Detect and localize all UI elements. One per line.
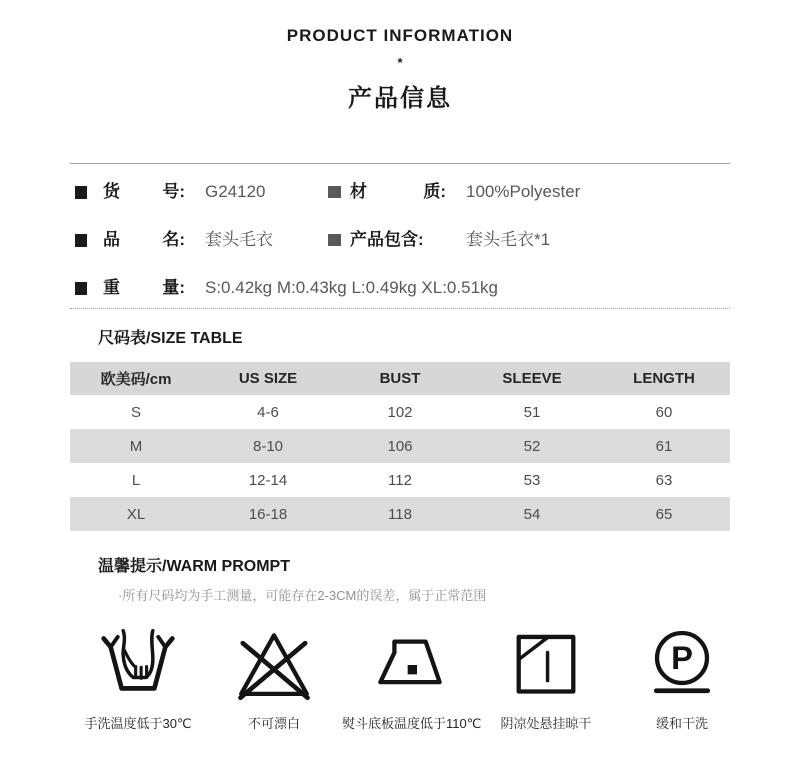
info-row-1 (70, 181, 730, 203)
care-item-hang-dry (478, 626, 614, 732)
cell: S (130, 403, 141, 421)
care-item-no-bleach (206, 626, 342, 732)
material-label: 材 质: (350, 182, 446, 201)
cell: 112 (388, 471, 412, 489)
package-contents-label: 产品包含: (350, 230, 424, 249)
iron-low-temp-icon (371, 626, 449, 704)
care-label: 缓和干洗 (655, 716, 708, 731)
cell: 106 (334, 429, 466, 463)
star-divider: * (397, 55, 403, 70)
hand-wash-icon (99, 626, 177, 704)
col-header-sleeve: SLEEVE (466, 362, 598, 395)
cell: 63 (655, 471, 673, 489)
cell: 52 (466, 429, 598, 463)
cell: 60 (655, 403, 673, 421)
cell: L (131, 471, 141, 489)
care-item-dry-clean (614, 626, 750, 732)
info-row-2 (70, 229, 730, 251)
col-header-length: LENGTH (598, 362, 730, 395)
info-row-3 (70, 277, 730, 299)
material-field (328, 181, 730, 203)
product-name-label: 品 名: (103, 230, 185, 249)
care-label: 手洗温度低于30℃ (84, 716, 192, 731)
col-header-us-size: US SIZE (202, 362, 334, 395)
col-header-size: 欧美码/cm (70, 362, 202, 395)
package-contents-value: 套头毛衣*1 (466, 230, 551, 249)
cell: 54 (466, 497, 598, 531)
cell: 16-18 (202, 497, 334, 531)
square-bullet-icon (75, 234, 87, 247)
care-instructions-row (70, 626, 750, 732)
size-row-s (70, 395, 730, 429)
cell: 12-14 (248, 471, 288, 489)
warm-prompt-title: 温馨提示/WARM PROMPT (98, 558, 290, 575)
cell: 118 (334, 497, 466, 531)
cell: 51 (523, 403, 541, 421)
care-item-hand-wash (70, 626, 206, 732)
care-label: 熨斗底板温度低于110℃ (342, 716, 482, 731)
cell: M (70, 429, 202, 463)
square-bullet-icon (328, 234, 341, 246)
cell: 4-6 (257, 403, 279, 421)
cell: 65 (598, 497, 730, 531)
item-number-value: G24120 (205, 182, 266, 201)
size-table-title: 尺码表/SIZE TABLE (98, 330, 243, 347)
cell: XL (70, 497, 202, 531)
square-bullet-icon (75, 186, 87, 199)
item-number-field (70, 181, 328, 203)
cell: 8-10 (202, 429, 334, 463)
page-header (0, 0, 800, 113)
weight-field (70, 277, 498, 299)
svg-text:P: P (671, 638, 693, 676)
col-header-bust: BUST (334, 362, 466, 395)
cell: 53 (523, 471, 541, 489)
material-value: 100%Polyester (466, 182, 581, 201)
weight-value: S:0.42kg M:0.43kg L:0.49kg XL:0.51kg (205, 278, 498, 297)
size-table-header-row (70, 362, 730, 395)
title-chinese: 产品信息 (348, 85, 452, 112)
product-name-value: 套头毛衣 (205, 230, 273, 249)
size-row-l (70, 463, 730, 497)
care-label: 阴凉处悬挂晾干 (500, 716, 592, 731)
cell: 102 (387, 403, 413, 421)
product-info-block (70, 163, 730, 309)
care-item-iron (342, 626, 482, 732)
square-bullet-icon (75, 282, 87, 295)
size-row-xl (70, 497, 730, 531)
care-label: 不可漂白 (247, 716, 300, 731)
size-table (70, 362, 730, 531)
hang-dry-shade-icon (507, 626, 585, 704)
warm-prompt-note: ·所有尺码均为手工测量，可能存在2-3CM的误差，属于正常范围 (118, 588, 487, 603)
item-number-label: 货 号: (103, 182, 185, 201)
weight-label: 重 量: (103, 278, 185, 297)
square-bullet-icon (328, 186, 341, 198)
package-contents-field (328, 229, 730, 251)
no-bleach-icon (235, 626, 313, 704)
product-name-field (70, 229, 328, 251)
title-english: PRODUCT INFORMATION (286, 26, 514, 45)
size-row-m (70, 429, 730, 463)
gentle-dry-clean-icon (643, 626, 721, 704)
cell: 61 (598, 429, 730, 463)
